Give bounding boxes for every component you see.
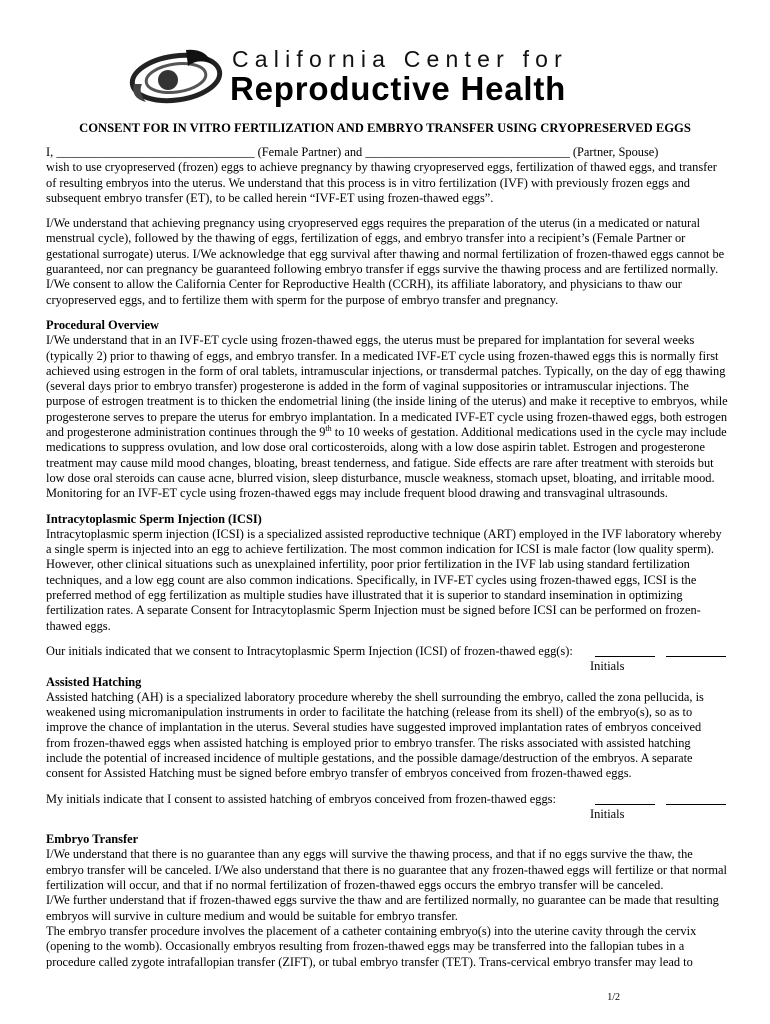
icsi-initials-label: Initials [590, 659, 625, 674]
logo-text-line1: California Center for [232, 46, 569, 72]
procedural-paragraph [46, 333, 728, 501]
hatching-initials-label: Initials [590, 806, 625, 821]
hatching-heading: Assisted Hatching [46, 674, 142, 689]
ccrh-logo-mark-icon [128, 44, 224, 106]
intro-signature-line[interactable]: I, ________________________________ (Female Partner) and _________________________________ (Partner, Spouse) [46, 145, 659, 159]
icsi-heading: Intracytoplasmic Sperm Injection (ICSI) [46, 511, 262, 526]
procedural-text-a: I/We understand that in an IVF-ET cycle using frozen-thawed eggs, the uterus must be prepared for implantation for several weeks (typically 2) prior to thawing of eggs, and embryo transfer. In a medicated IVF-ET cycle using frozen-thawed eggs this is normally first achieved using estrogen in the form of oral tablets, intramuscular injections, or transdermal patches. Typically, on the day of egg thawing (several days prior to embryo transfer) progesterone is added in the form of vaginal suppositories or intramuscular injections. The purpose of estrogen treatment is to thicken the endometrial lining (the inside lining of the uterus) and make it receptive to embryos, while progesterone serves to prepare the uterus for embryo implantation. In a medicated IVF-ET cycle using frozen-thawed eggs, both estrogen and progesterone administration continues through the 9 [46, 333, 728, 440]
transfer-heading: Embryo Transfer [46, 832, 139, 847]
intro-paragraph-2: I/We understand that achieving pregnancy using cryopreserved eggs requires the preparation of the uterus (in a medicated or natural menstrual cycle), followed by the thawing of eggs, fertilization of eggs, and embryo transfer into a recipient’s (Female Partner or gestational surrogate) uterus. I/We acknowledge that egg survival after thawing and normal fertilization of frozen-thawed eggs cannot be guaranteed, nor can pregnancy be guaranteed following embryo transfer if eggs survive the thawing process and are fertilized normally. I/We consent to allow the California Center for Reproductive Health (CCRH), its affiliate laboratory, and physicians to thaw our cryopreserved eggs, and to fertilize them with sperm for the purpose of embryo transfer and pregnancy. [46, 216, 725, 307]
transfer-paragraph-3: The embryo transfer procedure involves the placement of a catheter containing embryo(s) into the uterine cavity through the cervix (opening to the womb). Occasionally embryos resulting from frozen-thawed eggs may be transferred into the fallopian tubes in a procedure called zygote intrafallopian transfer (ZIFT), or tubal embryo transfer (TET). Trans-cervical embryo transfer may lead to [46, 923, 697, 969]
icsi-initials-field-1[interactable] [595, 644, 655, 657]
icsi-initials-text: Our initials indicated that we consent to Intracytoplasmic Sperm Injection (ICSI) of frozen-thawed egg(s): [46, 643, 573, 658]
transfer-paragraph-1: I/We understand that there is no guarantee than any eggs will survive the thawing process, and that if no eggs survive the thaw, the embryo transfer will be canceled. I/We also understand that there is no guarantee that any frozen-thawed eggs will fertilize or that normal fertilization will occur, and that if no normal fertilization of frozen-thawed eggs occurs the embryo transfer will be canceled. [46, 847, 727, 893]
hatching-initials-text: My initials indicate that I consent to assisted hatching of embryos conceived from frozen-thawed eggs: [46, 791, 556, 806]
hatching-initials-fields [587, 792, 726, 809]
document-title: CONSENT FOR IN VITRO FERTILIZATION AND EMBRYO TRANSFER USING CRYOPRESERVED EGGS [79, 121, 691, 135]
logo-text-line2: Reproductive Health [230, 70, 567, 107]
transfer-paragraph-2: I/We further understand that if frozen-thawed eggs survive the thaw and are fertilized normally, no guarantee can be made that resulting embryos will survive in culture medium and would be suitable for embryo transfer. [46, 893, 719, 923]
procedural-sup: th [325, 423, 332, 433]
icsi-initials-field-2[interactable] [666, 644, 726, 657]
hatching-initials-row [46, 792, 728, 807]
intro-paragraph: wish to use cryopreserved (frozen) eggs to achieve pregnancy by thawing cryopreserved eggs, fertilization of thawed eggs, and transfer of resulting embryos into the uterus. We understand that this process is in vitro fertilization (IVF) with previously frozen eggs and subsequent embryo transfer (ET), to be called herein “IVF-ET using frozen-thawed eggs”. [46, 160, 717, 205]
hatching-initials-field-1[interactable] [595, 792, 655, 805]
hatching-initials-field-2[interactable] [666, 792, 726, 805]
document-body [46, 145, 728, 970]
page-number: 1/2 [607, 992, 620, 1003]
procedural-text-b: to 10 weeks of gestation. Additional medications used in the cycle may include medications to suppress ovulation, and low dose oral corticosteroids, along with a low dose aspirin tablet. Estrogen and progesterone treatment may cause mild mood changes, bloating, breast tenderness, and fatigue. Side effects are rare after treatment with steroids but low dose oral steroids can cause acne, blurred vision, sleep disturbance, muscle weakness, stomach upset, bloating, and irritable mood. Monitoring for an IVF-ET cycle using frozen-thawed eggs may include frequent blood drawing and transvaginal ultrasounds. [46, 425, 727, 501]
procedural-heading: Procedural Overview [46, 317, 159, 332]
hatching-paragraph: Assisted hatching (AH) is a specialized laboratory procedure whereby the shell surrounding the embryo, called the zona pellucida, is weakened using micromanipulation instruments in order to facilitate the hatching (release from its shell) of the embryo(s), so as to improve the chance of implantation in the uterus. Several studies have suggested improved implantation rates of embryos conceived from frozen-thawed eggs when assisted hatching is employed prior to embryo transfer. The risks associated with assisted hatching include the potential of increased incidence of multiple gestations, and the possible damage/destruction of the embryos. A separate consent for Assisted Hatching must be signed before embryo transfer of embryos conceived from frozen-thawed eggs. [46, 689, 704, 781]
icsi-paragraph: Intracytoplasmic sperm injection (ICSI) is a specialized assisted reproductive technique (ART) employed in the IVF laboratory whereby a single sperm is injected into an egg to achieve fertilization. The most common indication for ICSI is male factor (low quality sperm). However, other clinical situations such as unexplained infertility, poor prior fertilization in the IVF lab using standard fertilization techniques, and a low egg count are also common indications. Specifically, in IVF-ET cycles using frozen-thawed eggs, ICSI is the preferred method of egg fertilization as multiple studies have illustrated that it is superior to standard insemination in optimizing fertilization rates. A separate Consent for Intracytoplasmic Sperm Injection must be signed before ICSI can be performed on frozen-thawed eggs. [46, 526, 722, 633]
letterhead [128, 42, 648, 108]
icsi-initials-fields [587, 644, 726, 661]
icsi-initials-row [46, 644, 728, 659]
